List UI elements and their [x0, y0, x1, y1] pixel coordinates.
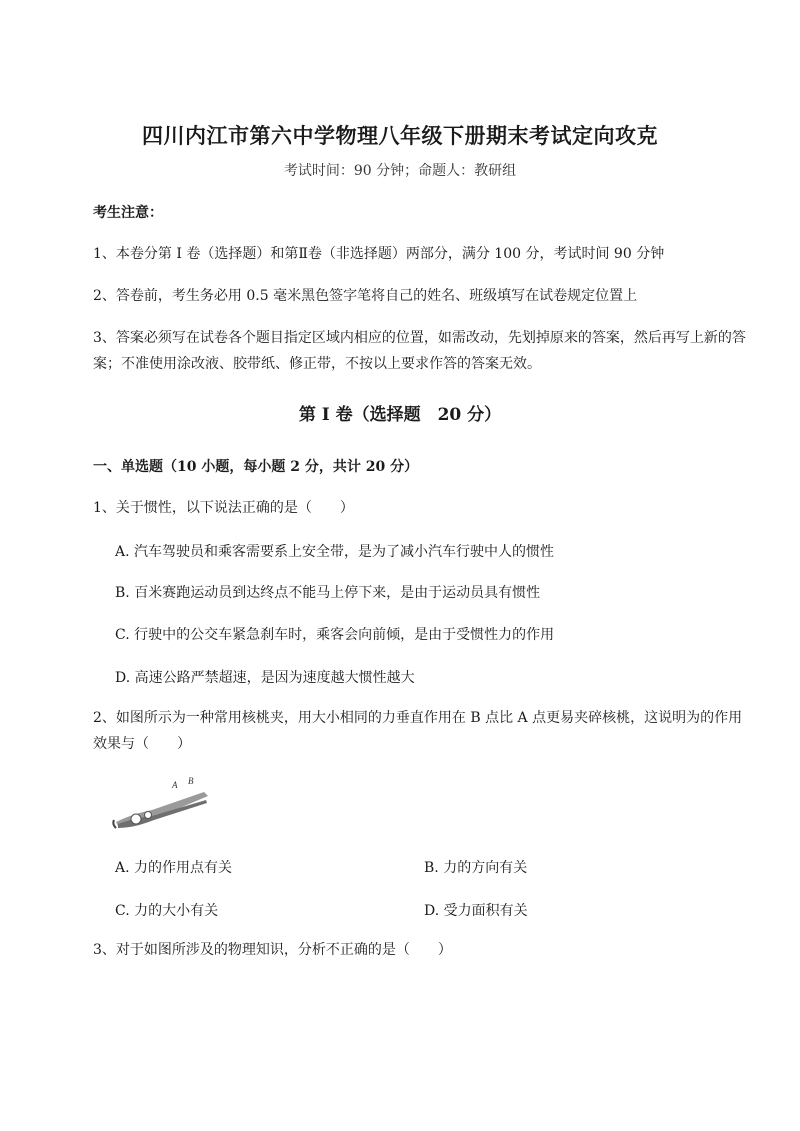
- question-2-option-c: C. 力的大小有关: [115, 903, 219, 919]
- question-1-option-c: C. 行驶中的公交车紧急刹车时，乘客会向前倾，是由于受惯性力的作用: [115, 627, 555, 643]
- notice-item-1: 1、本卷分第 I 卷（选择题）和第Ⅱ卷（非选择题）两部分，满分 100 分，考试时间 90 分钟: [93, 246, 665, 262]
- part-heading: 一、单选题（10 小题，每小题 2 分，共计 20 分）: [93, 459, 419, 475]
- question-2-stem: 2、如图所示为一种常用核桃夹，用大小相同的力垂直作用在 B 点比 A 点更易夹碎核桃，这说明为的作用效果与（ ）: [93, 710, 743, 752]
- question-2-option-b: B. 力的方向有关: [424, 860, 528, 876]
- question-1-stem: 1、关于惯性，以下说法正确的是（ ）: [93, 500, 354, 516]
- question-3-stem: 3、对于如图所涉及的物理知识，分析不正确的是（ ）: [93, 942, 452, 958]
- question-1-option-d: D. 高速公路严禁超速，是因为速度越大惯性越大: [115, 670, 415, 686]
- question-1-option-a: A. 汽车驾驶员和乘客需要系上安全带，是为了减小汽车行驶中人的惯性: [115, 544, 555, 560]
- nutcracker-figure: [112, 774, 212, 830]
- question-2-option-a: A. 力的作用点有关: [115, 860, 233, 876]
- nutcracker-image: [113, 792, 208, 828]
- notice-heading: 考生注意：: [93, 205, 163, 221]
- exam-title: 四川内江市第六中学物理八年级下册期末考试定向攻克: [142, 123, 658, 148]
- question-1-option-b: B. 百米赛跑运动员到达终点不能马上停下来，是由于运动员具有惯性: [115, 585, 541, 601]
- question-2-option-d: D. 受力面积有关: [424, 903, 528, 919]
- figure-label-b: B: [188, 776, 194, 786]
- exam-subtitle: 考试时间：90 分钟；命题人：教研组: [283, 163, 517, 179]
- notice-item-2: 2、答卷前，考生务必用 0.5 毫米黑色签字笔将自己的姓名、班级填写在试卷规定位置上: [93, 288, 638, 304]
- notice-item-3: 3、答案必须写在试卷各个题目指定区域内相应的位置，如需改动，先划掉原来的答案，然后再写上新的答案；不准使用涂改液、胶带纸、修正带，不按以上要求作答的答案无效。: [93, 330, 746, 372]
- figure-label-a: A: [172, 780, 178, 790]
- section-title: 第 I 卷（选择题 20 分）: [298, 405, 502, 425]
